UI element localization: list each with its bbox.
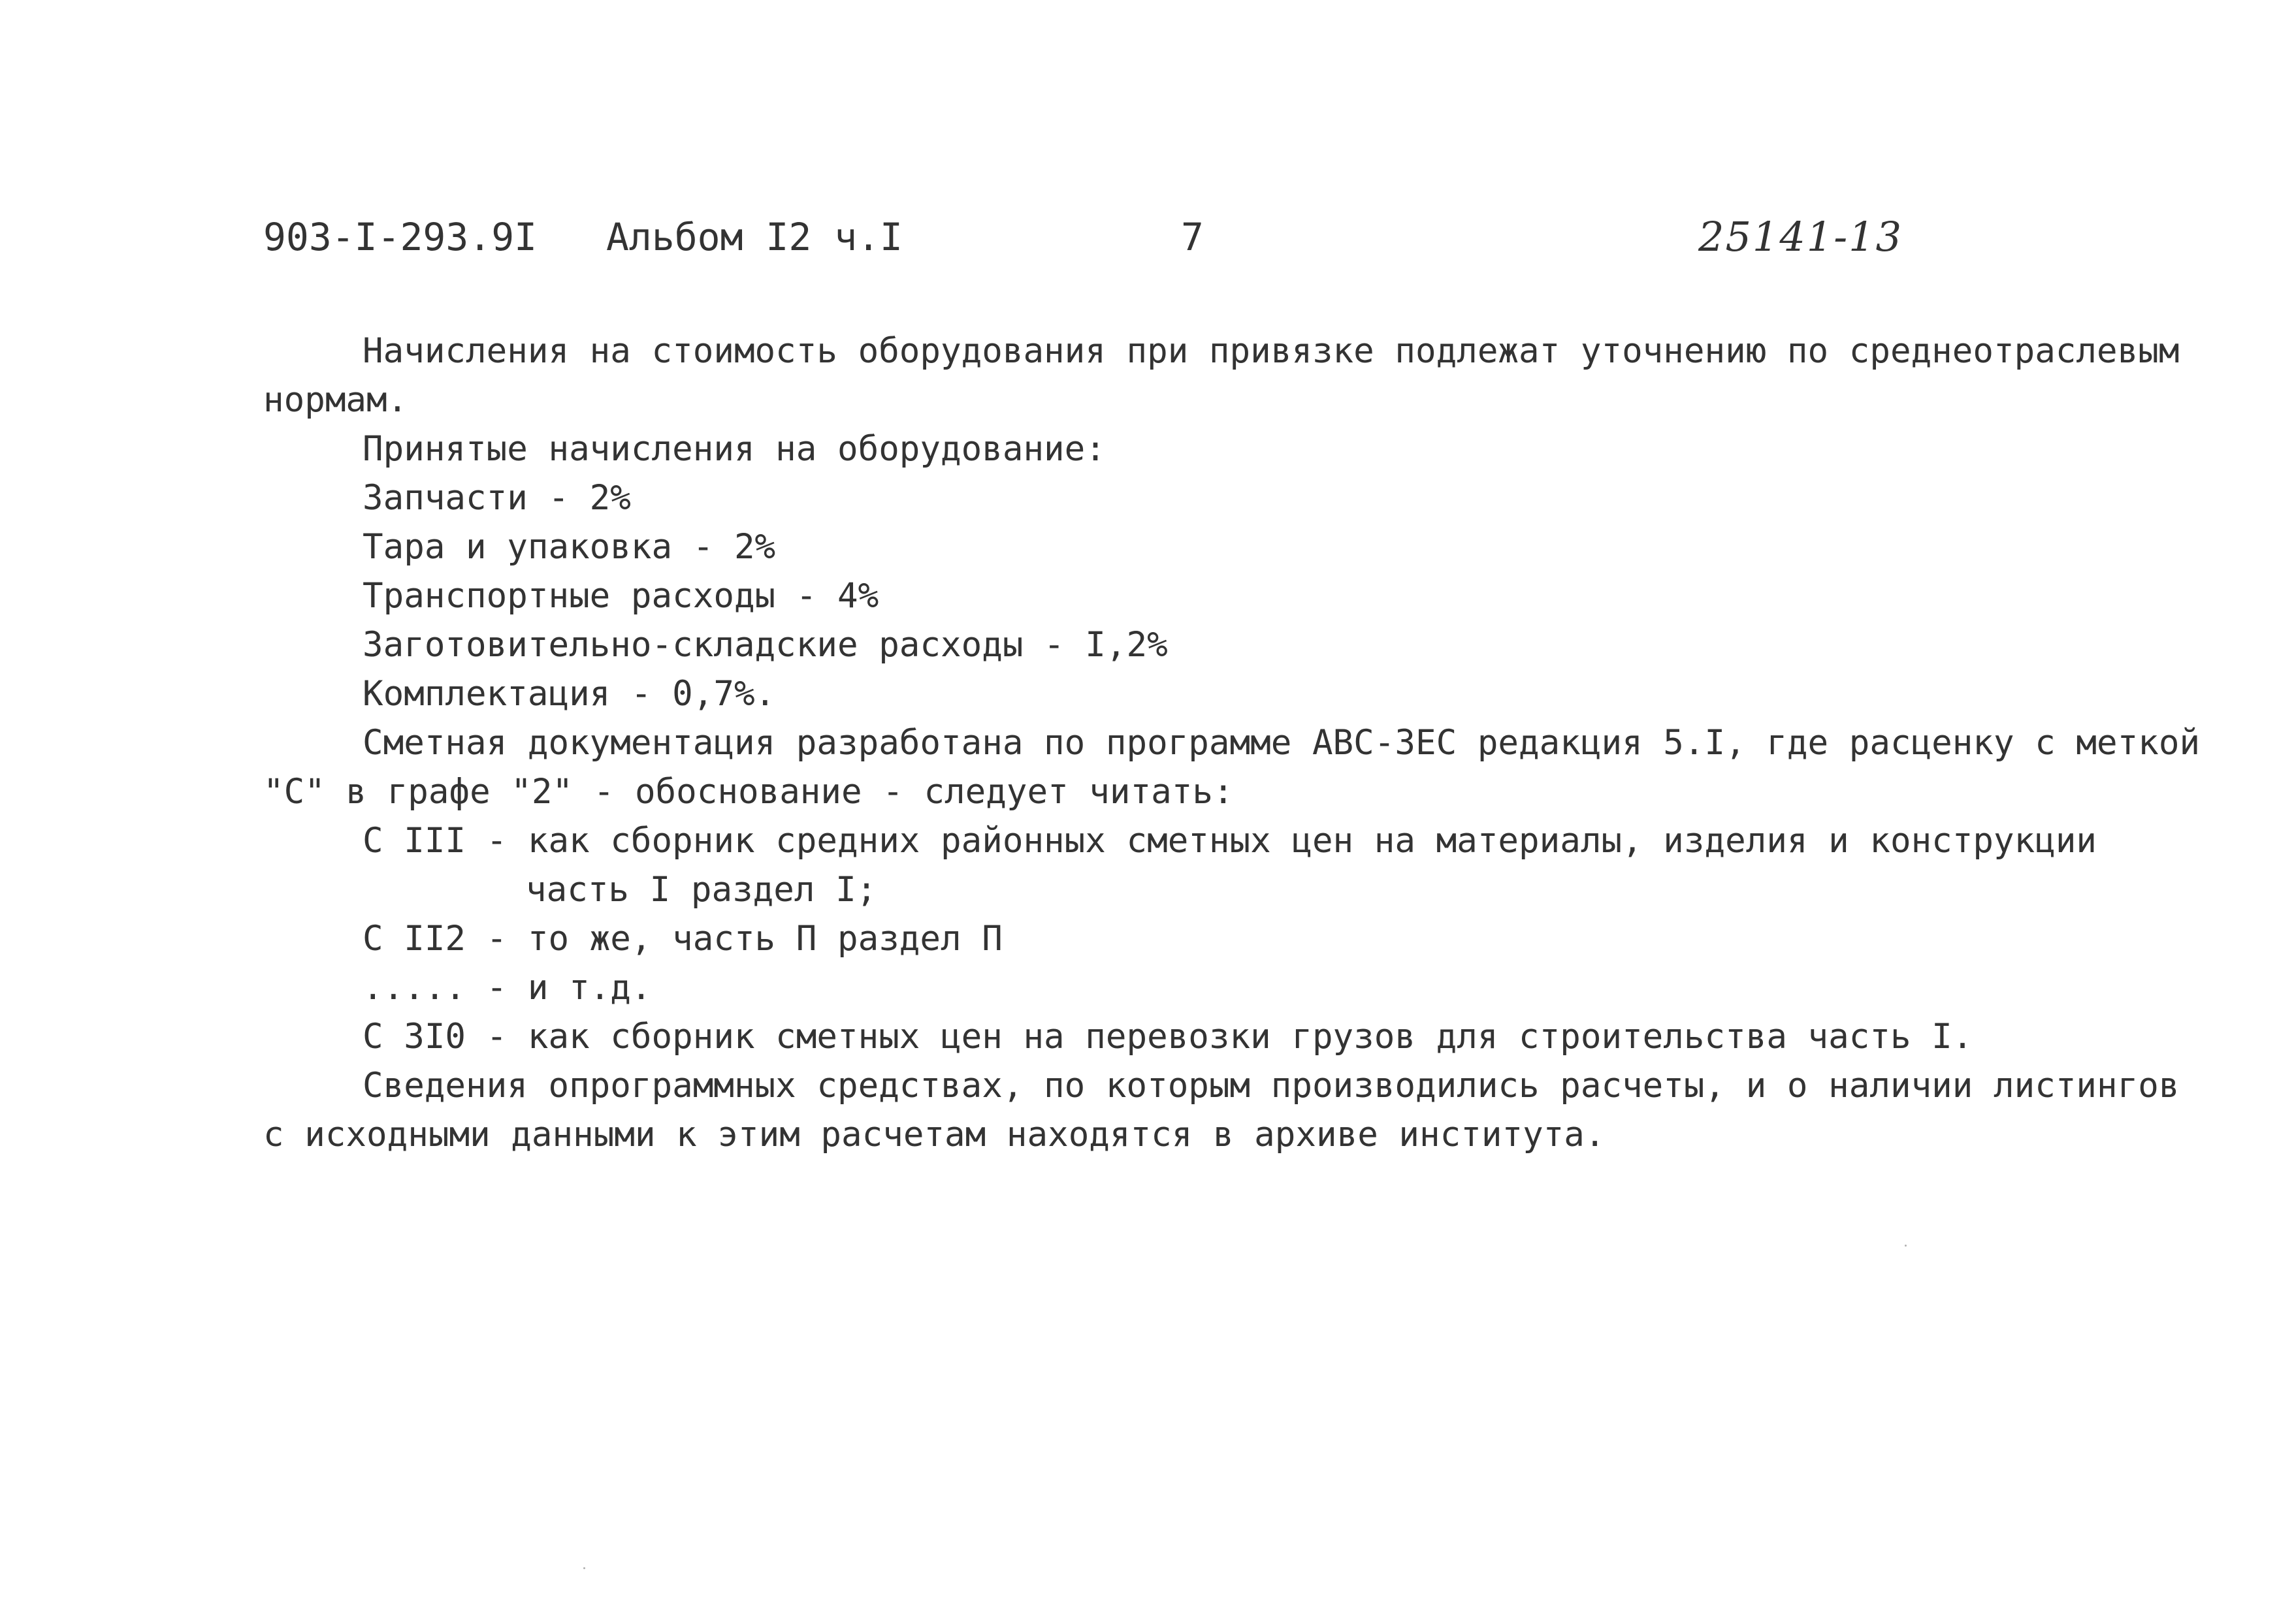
text-line: Сметная документация разработана по программе АВС-ЗЕС редакция 5.I, где расценку с меткой: [363, 723, 2201, 763]
inventory-number: 25141-13: [1698, 213, 1903, 261]
text-line: Транспортные расходы - 4%: [363, 576, 879, 616]
text-line: С III - как сборник средних районных сметных цен на материалы, изделия и конструкции: [363, 821, 2097, 861]
album-label: Альбом I2 ч.I: [606, 215, 903, 259]
page-number: 7: [1181, 215, 1204, 259]
text-line: Сведения опрограммных средствах, по которым производились расчеты, и о наличии листингов: [363, 1066, 2180, 1106]
page-header: [0, 208, 2294, 266]
text-line: Принятые начисления на оборудование:: [363, 429, 1106, 469]
text-line: часть I раздел I;: [526, 870, 877, 910]
scan-speck: [1905, 1245, 1907, 1247]
text-line: Запчасти - 2%: [363, 478, 631, 518]
text-line: С II2 - то же, часть П раздел П: [363, 919, 1003, 959]
text-line: с исходными данными к этим расчетам находятся в архиве института.: [263, 1115, 1606, 1154]
body-text: [263, 326, 2201, 1159]
text-line: ..... - и т.д.: [363, 968, 652, 1008]
text-line: Начисления на стоимость оборудования при привязке подлежат уточнению по среднеотраслевым: [363, 331, 2180, 371]
text-line: Тара и упаковка - 2%: [363, 527, 776, 567]
scan-speck: [583, 1567, 585, 1569]
document-code: 903-I-293.9I: [263, 215, 538, 259]
text-line: нормам.: [263, 380, 408, 420]
text-line: Заготовительно-складские расходы - I,2%: [363, 625, 1168, 665]
text-line: "С" в графе "2" - обоснование - следует читать:: [263, 772, 1234, 812]
text-line: С 3I0 - как сборник сметных цен на перевозки грузов для строительства часть I.: [363, 1017, 1973, 1057]
text-line: Комплектация - 0,7%.: [363, 674, 776, 714]
